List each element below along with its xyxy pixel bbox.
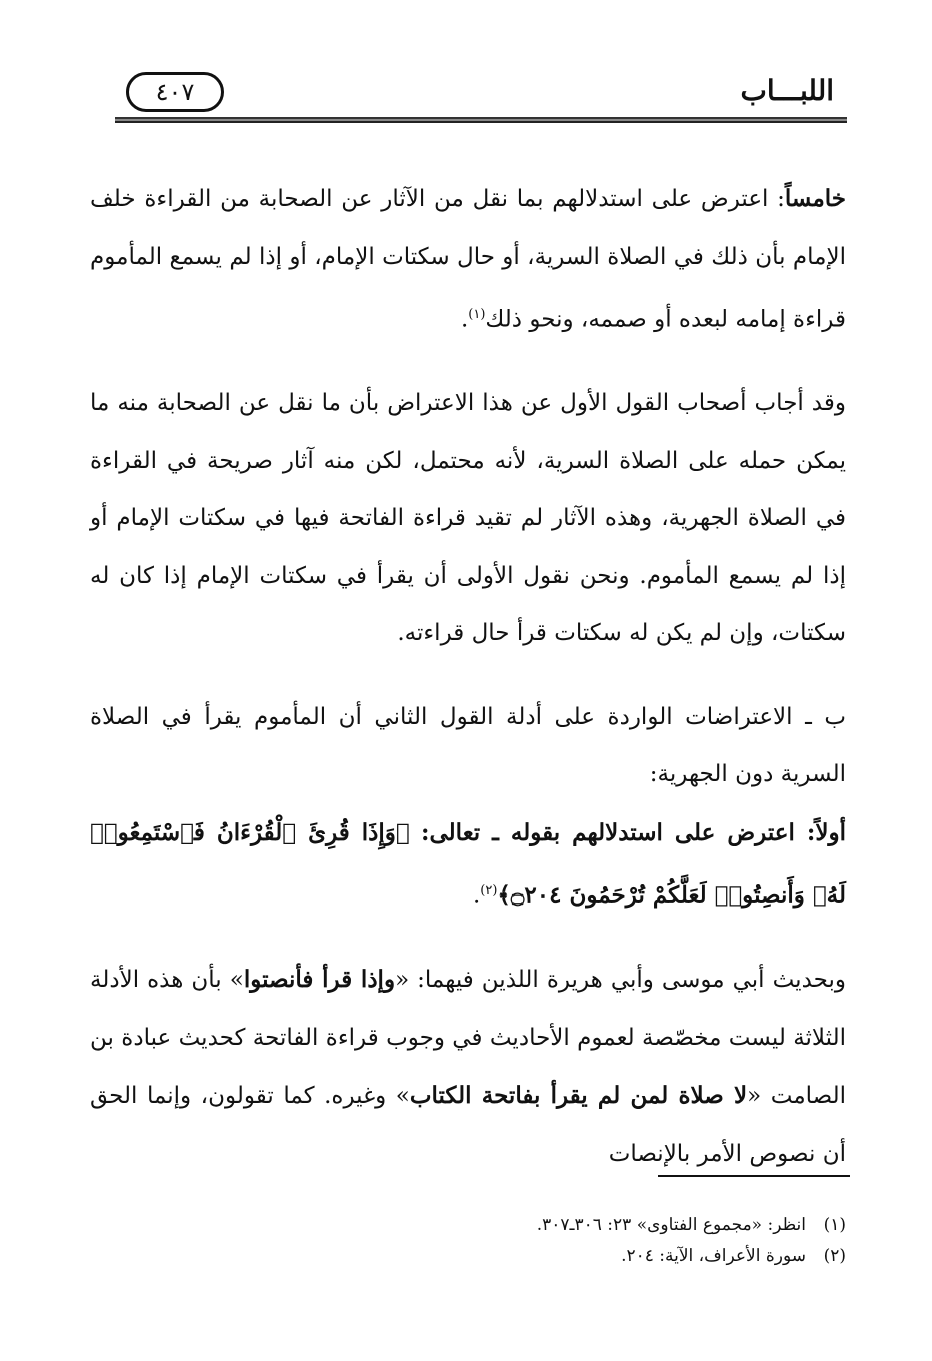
footnote-number: (٢) (823, 1246, 846, 1266)
hadith-quote: وإذا قرأ فأنصتوا (243, 966, 396, 994)
paragraph-2: وقد أجاب أصحاب القول الأول عن هذا الاعتراض بأن ما نقل عن الصحابة منه ما يمكن حمله على الصلاة السرية، لأنه محتمل، لكن منه آثار صريحة في القراءة في الصلاة الجهرية، وهذه الآثار لم تقيد قراءة الفاتحة فيها في سكتات الإمام أو إذا لم يسمع المأموم. ونحن نقول الأولى أن يقرأ في سكتات الإمام إذا كان له سكتات، وإن لم يكن له سكتات قرأ حال قراءته. (90, 390, 846, 647)
paragraph-text: : اعترض على استدلالهم بما نقل من الآثار عن الصحابة من القراءة خلف الإمام بأن ذلك في الصلاة السرية، أو حال سكتات الإمام، أو إذا لم يسمع المأموم قراءة إمامه لبعده أو صممه، ونحو ذلك (90, 186, 846, 333)
footnote-number: (١) (823, 1215, 846, 1235)
footnote-2 (90, 1241, 846, 1272)
paragraph-lead: أولاً: اعترض على استدلالهم بقوله ـ تعالى: (421, 818, 846, 846)
footnote-1 (90, 1210, 846, 1241)
footnote-rule (658, 1175, 850, 1177)
body-text (90, 170, 846, 1183)
paragraph-text: وبحديث أبي موسى وأبي هريرة اللذين فيهما: « (395, 967, 847, 994)
footnote-text: سورة الأعراف، الآية: ٢٠٤. (621, 1246, 806, 1266)
paragraph-end: . (472, 882, 481, 909)
page-number: ٤٠٧ (126, 72, 224, 112)
paragraph-gap (90, 663, 846, 689)
paragraph-gap (90, 349, 846, 375)
footnote-marker[interactable]: (١) (468, 307, 486, 322)
paragraph-gap (90, 925, 846, 951)
paragraph-text: » بأن هذه الأدلة الثلاثة ليست مخصّصة لعموم الأحاديث في وجوب قراءة الفاتحة كحديث عبادة بن الصامت « (90, 967, 846, 1110)
paragraph-text: » وغيره. كما تقولون، وإنما الحق أن نصوص الأمر بالإنصات (90, 1083, 846, 1167)
quran-verse: ﴿وَإِذَا قُرِئَ ٱلْقُرْءَانُ فَٱسْتَمِعُوا۟ لَهُۥ وَأَنصِتُوا۟ لَعَلَّكُمْ تُرْحَمُونَ ۝٢٠٤﴾ (90, 818, 846, 909)
footnotes (90, 1210, 846, 1272)
paragraph-1 (90, 170, 846, 349)
paragraph-lead: خامساً (784, 185, 846, 212)
paragraph-5 (90, 951, 846, 1183)
header-rule (115, 117, 847, 123)
footnote-text: انظر: «مجموع الفتاوى» ٢٣: ٣٠٦ـ٣٠٧. (536, 1215, 806, 1235)
paragraph-3: ب ـ الاعتراضات الواردة على أدلة القول الثاني أن المأموم يقرأ في الصلاة السرية دون الجهرية: (90, 703, 846, 788)
footnote-marker[interactable]: (٢) (480, 883, 498, 899)
hadith-quote: لا صلاة لمن لم يقرأ بفاتحة الكتاب (409, 1082, 748, 1110)
running-title: اللبـــاب (740, 74, 834, 107)
paragraph-4 (90, 804, 846, 926)
paragraph-end: . (460, 306, 469, 333)
